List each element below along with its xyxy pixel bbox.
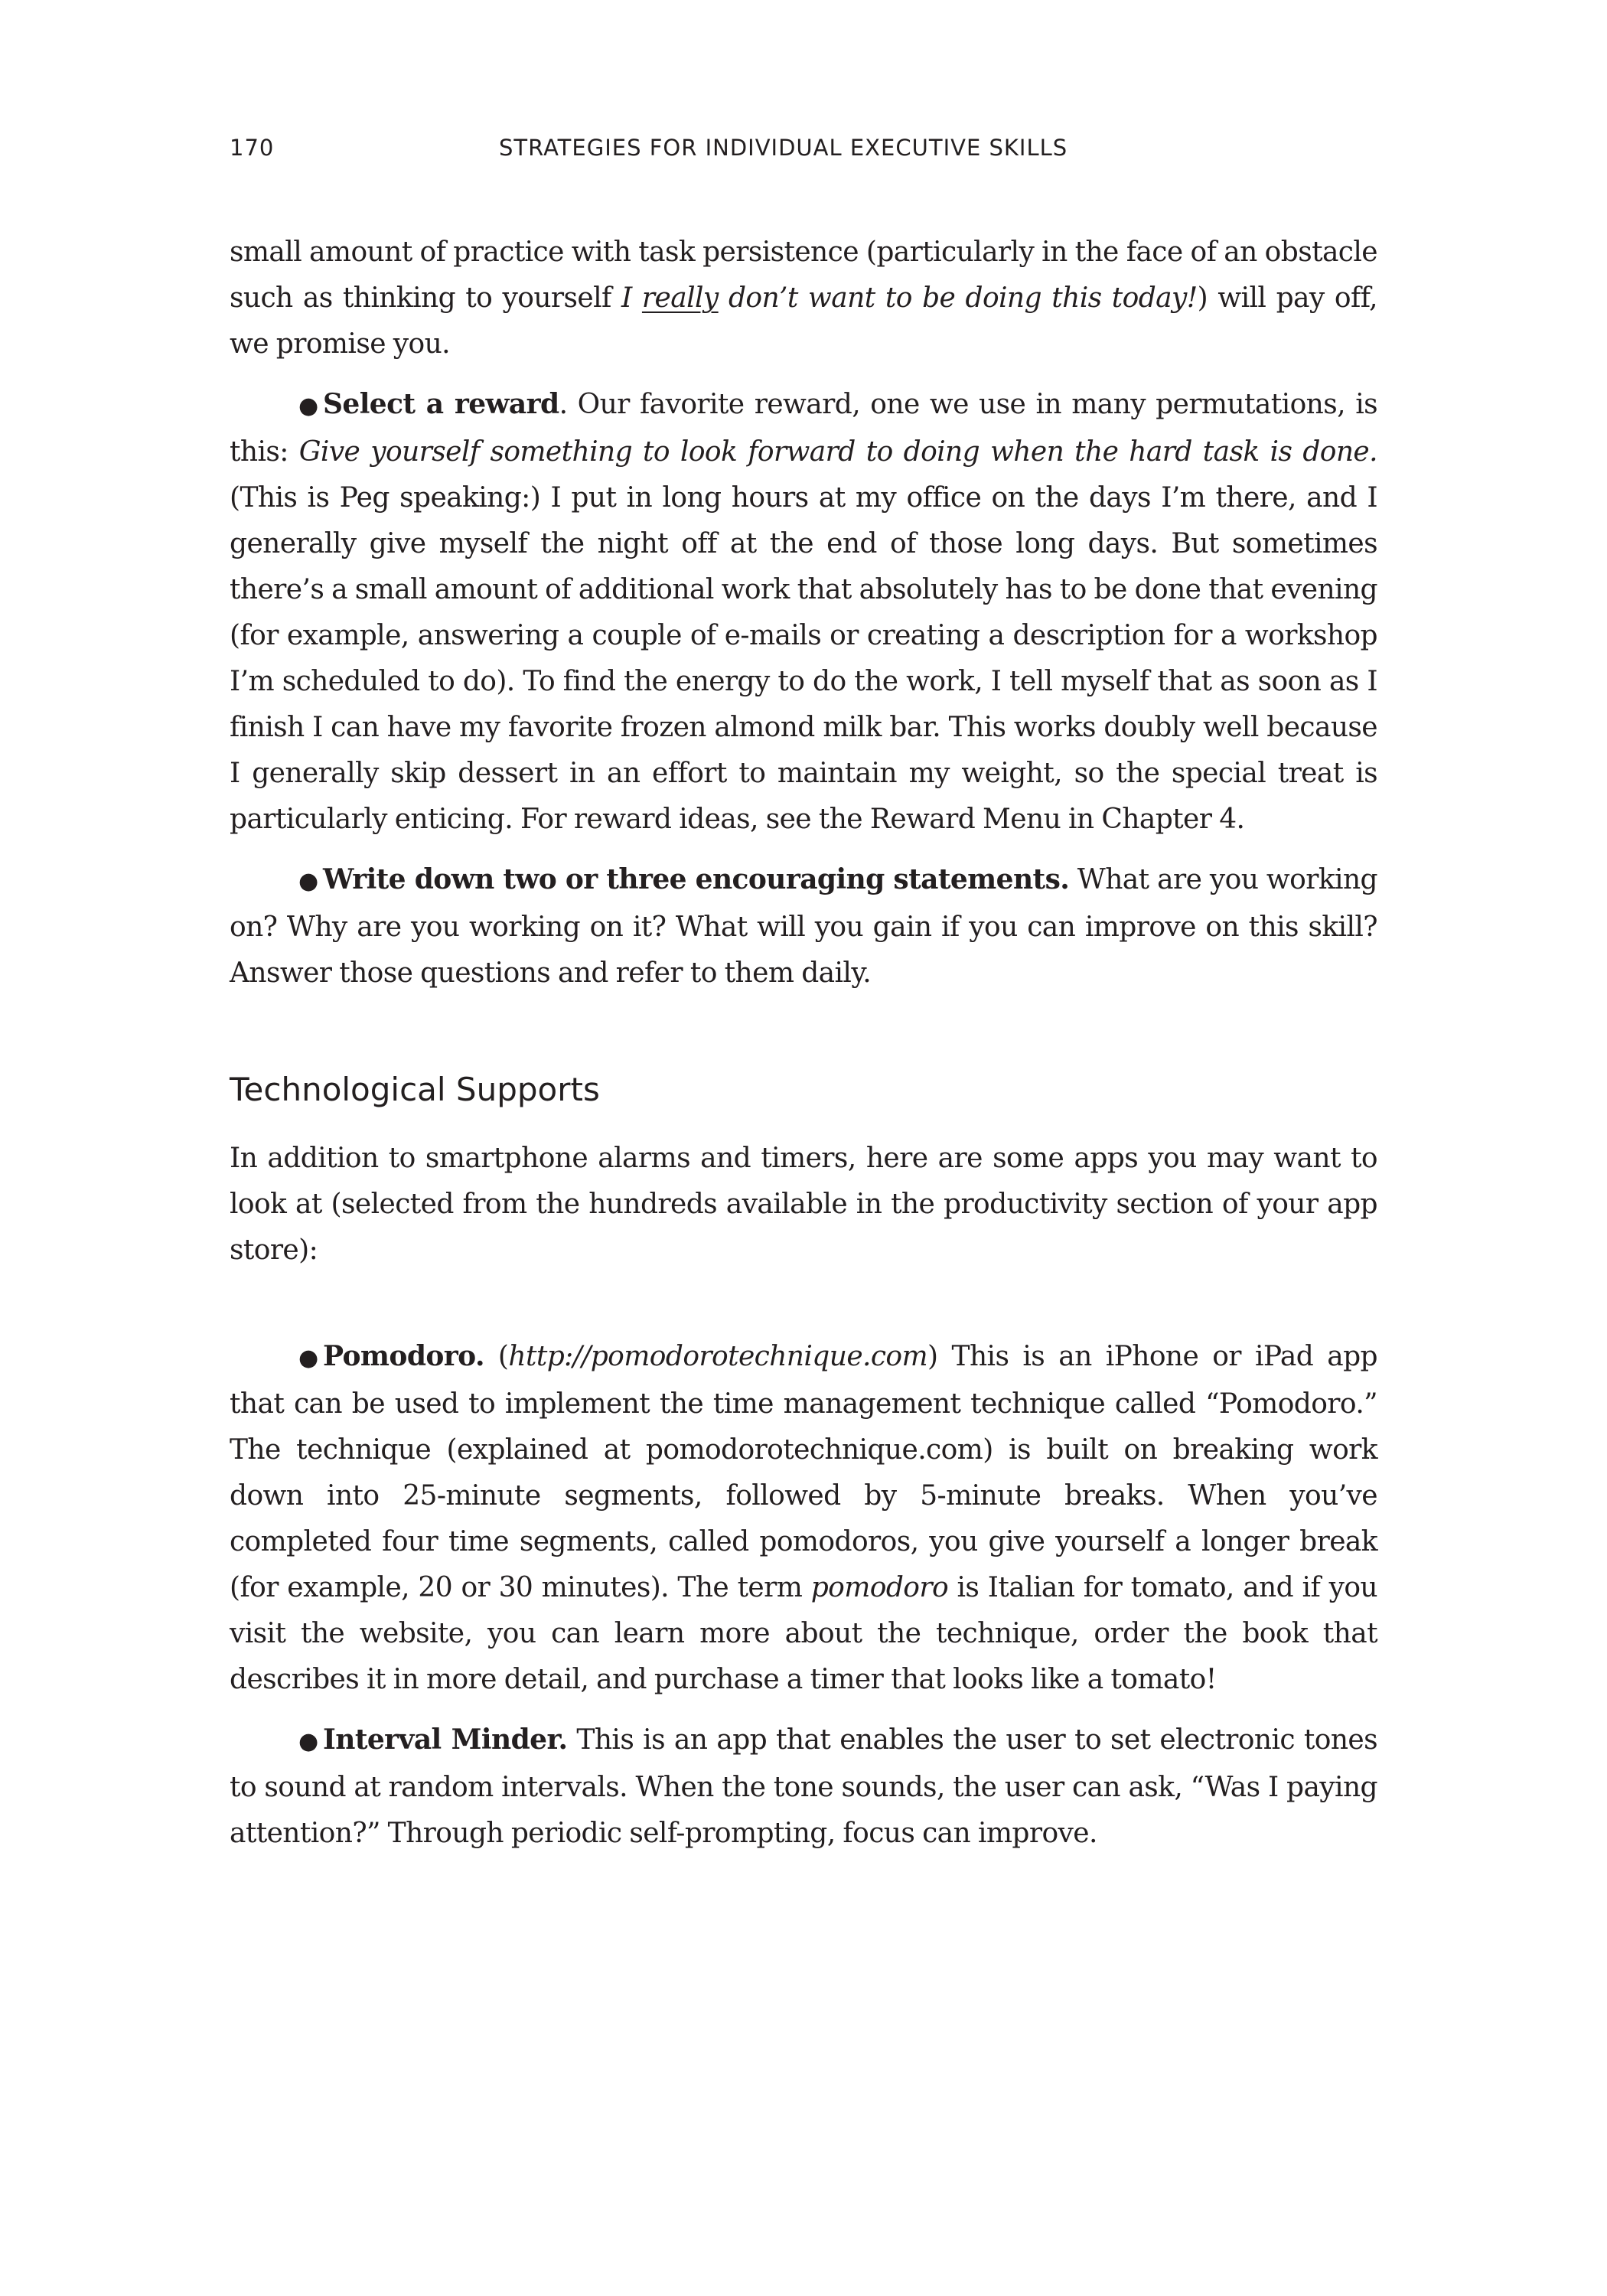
- bullet-item-select-reward: ● Select a reward. Our favorite reward, one we use in many permutations, is this: Give yourself something to look forward to doing when the hard task is done. (This is Peg speaking:) I put in long hours at my office on the days I’m there, and I generally give myself the night off at the end of those long days. But sometimes there’s a small amount of additional work that absolutely has to be done that evening (for example, answering a couple of e-mails or creating a description for a workshop I’m scheduled to do). To find the energy to do the work, I tell myself that as soon as I finish I can have my favorite frozen almond milk bar. This works doubly well because I generally skip dessert in an effort to maintain my weight, so the special treat is particularly enticing. For reward ideas, see the Reward Menu in Chapter 4.: [230, 388, 1377, 835]
- running-title: STRATEGIES FOR INDIVIDUAL EXECUTIVE SKILLS: [499, 135, 1068, 161]
- section-heading: Technological Supports: [230, 1071, 600, 1108]
- bullet-term: Pomodoro.: [323, 1340, 484, 1372]
- bullet-term: Write down two or three encouraging statements.: [323, 863, 1070, 895]
- bullet-item-pomodoro: ● Pomodoro. (http://pomodorotechnique.com) This is an iPhone or iPad app that can be used to implement the time management technique called “Pomodoro.” The technique (explained at pomodorotechnique.com) is built on breaking work down into 25-minute segments, followed by 5-minute breaks. When you’ve completed four time segments, called pomodoros, you give yourself a longer break (for example, 20 or 30 minutes). The term pomodoro is Italian for tomato, and if you visit the website, you can learn more about the technique, order the book that describes it in more detail, and purchase a timer that looks like a tomato!: [230, 1340, 1377, 1695]
- continuation-paragraph: small amount of practice with task persistence (particularly in the face of an obstacle such as thinking to yourself I really don’t want to be doing this today!) will pay off, we promise you.: [230, 236, 1377, 360]
- bullet-term: Select a reward: [323, 388, 559, 420]
- bullet-term: Interval Minder.: [323, 1724, 568, 1756]
- bullet-item-encouraging-statements: ● Write down two or three encouraging statements. What are you working on? Why are you working on it? What will you gain if you can improve on this skill? Answer those questions and refer to them daily.: [230, 863, 1377, 989]
- page-number: 170: [230, 135, 275, 161]
- body-text: [230, 230, 1377, 1870]
- book-page: [230, 0, 1377, 2296]
- url-text: http://pomodorotechnique.com: [508, 1341, 928, 1372]
- underlined-emphasis: really: [641, 282, 719, 314]
- section-intro-paragraph: In addition to smartphone alarms and timers, here are some apps you may want to look at (selected from the hundreds available in the productivity section of your app store):: [230, 1143, 1377, 1266]
- bullet-item-interval-minder: ● Interval Minder. This is an app that enables the user to set electronic tones to sound at random intervals. When the tone sounds, the user can ask, “Was I paying attention?” Through periodic self-prompting, focus can improve.: [230, 1724, 1377, 1849]
- running-head: [230, 135, 1377, 173]
